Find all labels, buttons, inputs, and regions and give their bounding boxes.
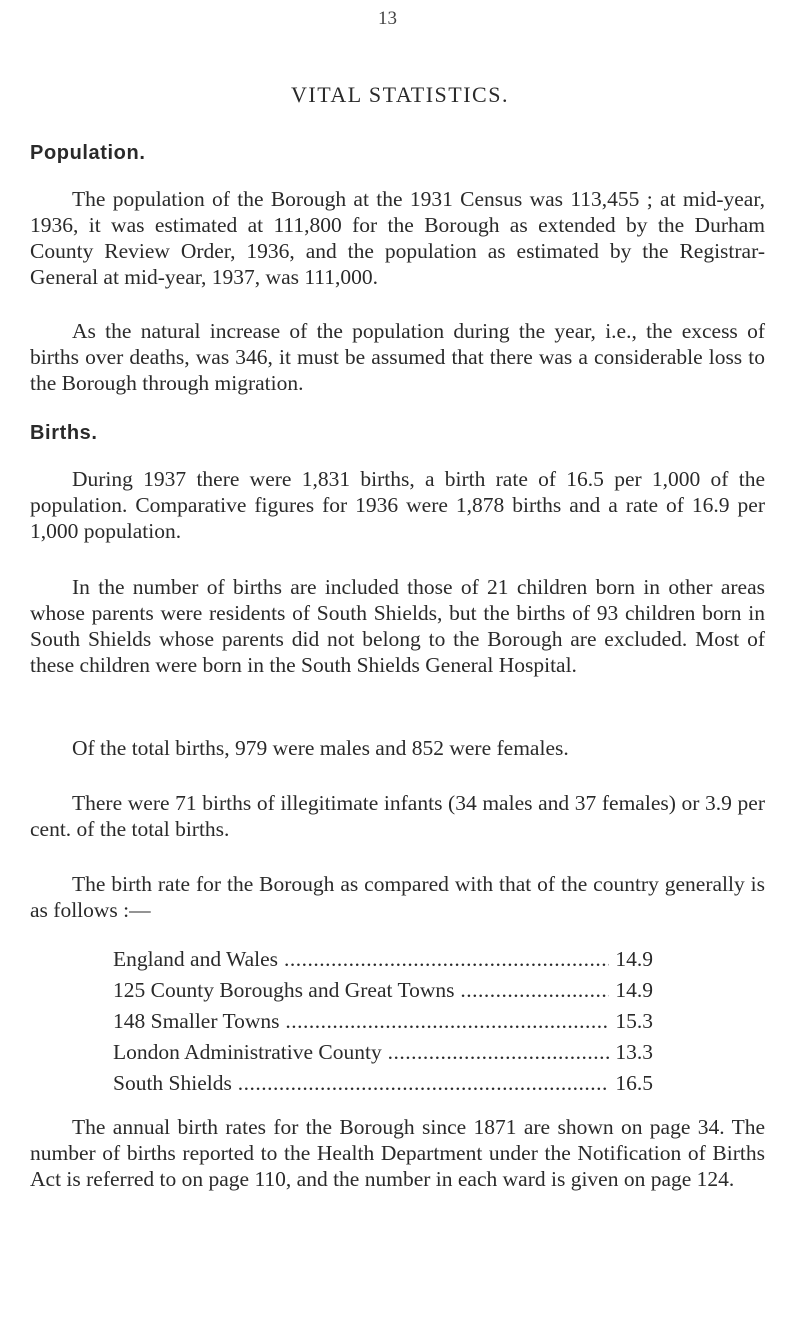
rate-value: 14.9 (615, 947, 653, 971)
births-heading: Births. (30, 422, 98, 444)
table-row (113, 1039, 653, 1070)
table-row (113, 977, 653, 1008)
births-paragraph-5: The birth rate for the Borough as compared with that of the country generally is as follows :— (30, 872, 765, 922)
table-row (113, 1008, 653, 1039)
rate-label: 148 Smaller Towns ..... (113, 1008, 609, 1034)
rate-label: 125 County Boroughs and Great Towns ..... (113, 977, 609, 1003)
page-title: VITAL STATISTICS. (291, 82, 509, 107)
births-paragraph-2: In the number of births are included those of 21 children born in other areas whose parents were residents of South Shields, but the births of 93 children born in South Shields whose parents did not belong to the Borough are excluded. Most of these children were born in the South Shields General Hospital. (30, 575, 765, 677)
rate-value: 15.3 (615, 1009, 653, 1033)
births-paragraph-3: Of the total births, 979 were males and 852 were females. (72, 736, 569, 760)
table-row (113, 946, 653, 977)
population-paragraph-2: As the natural increase of the population during the year, i.e., the excess of births over deaths, was 346, it must be assumed that there was a considerable loss to the Borough through migration. (30, 319, 765, 395)
births-paragraph-6: The annual birth rates for the Borough since 1871 are shown on page 34. The number of births reported to the Health Department under the Notification of Births Act is referred to on page 110, and the number in each ward is given on page 124. (30, 1115, 765, 1191)
rate-value: 14.9 (615, 978, 653, 1002)
page-number: 13 (378, 8, 397, 29)
rate-label: England and Wales ..... (113, 946, 609, 972)
population-heading: Population. (30, 142, 146, 164)
births-paragraph-4: There were 71 births of illegitimate infants (34 males and 37 females) or 3.9 per cent. of the total births. (30, 791, 765, 841)
births-paragraph-1: During 1937 there were 1,831 births, a birth rate of 16.5 per 1,000 of the population. Comparative figures for 1936 were 1,878 births and a rate of 16.9 per 1,000 population. (30, 467, 765, 543)
birth-rate-table (113, 946, 653, 1101)
population-paragraph-1: The population of the Borough at the 1931 Census was 113,455 ; at mid-year, 1936, it was estimated at 111,800 for the Borough as extended by the Durham County Review Order, 1936, and the population as estimated by the Registrar-General at mid-year, 1937, was 111,000. (30, 187, 765, 289)
rate-label: London Administrative County ..... (113, 1039, 609, 1065)
rate-value: 16.5 (615, 1071, 653, 1095)
rate-value: 13.3 (615, 1040, 653, 1064)
table-row (113, 1070, 653, 1101)
rate-label: South Shields ..... (113, 1070, 609, 1096)
